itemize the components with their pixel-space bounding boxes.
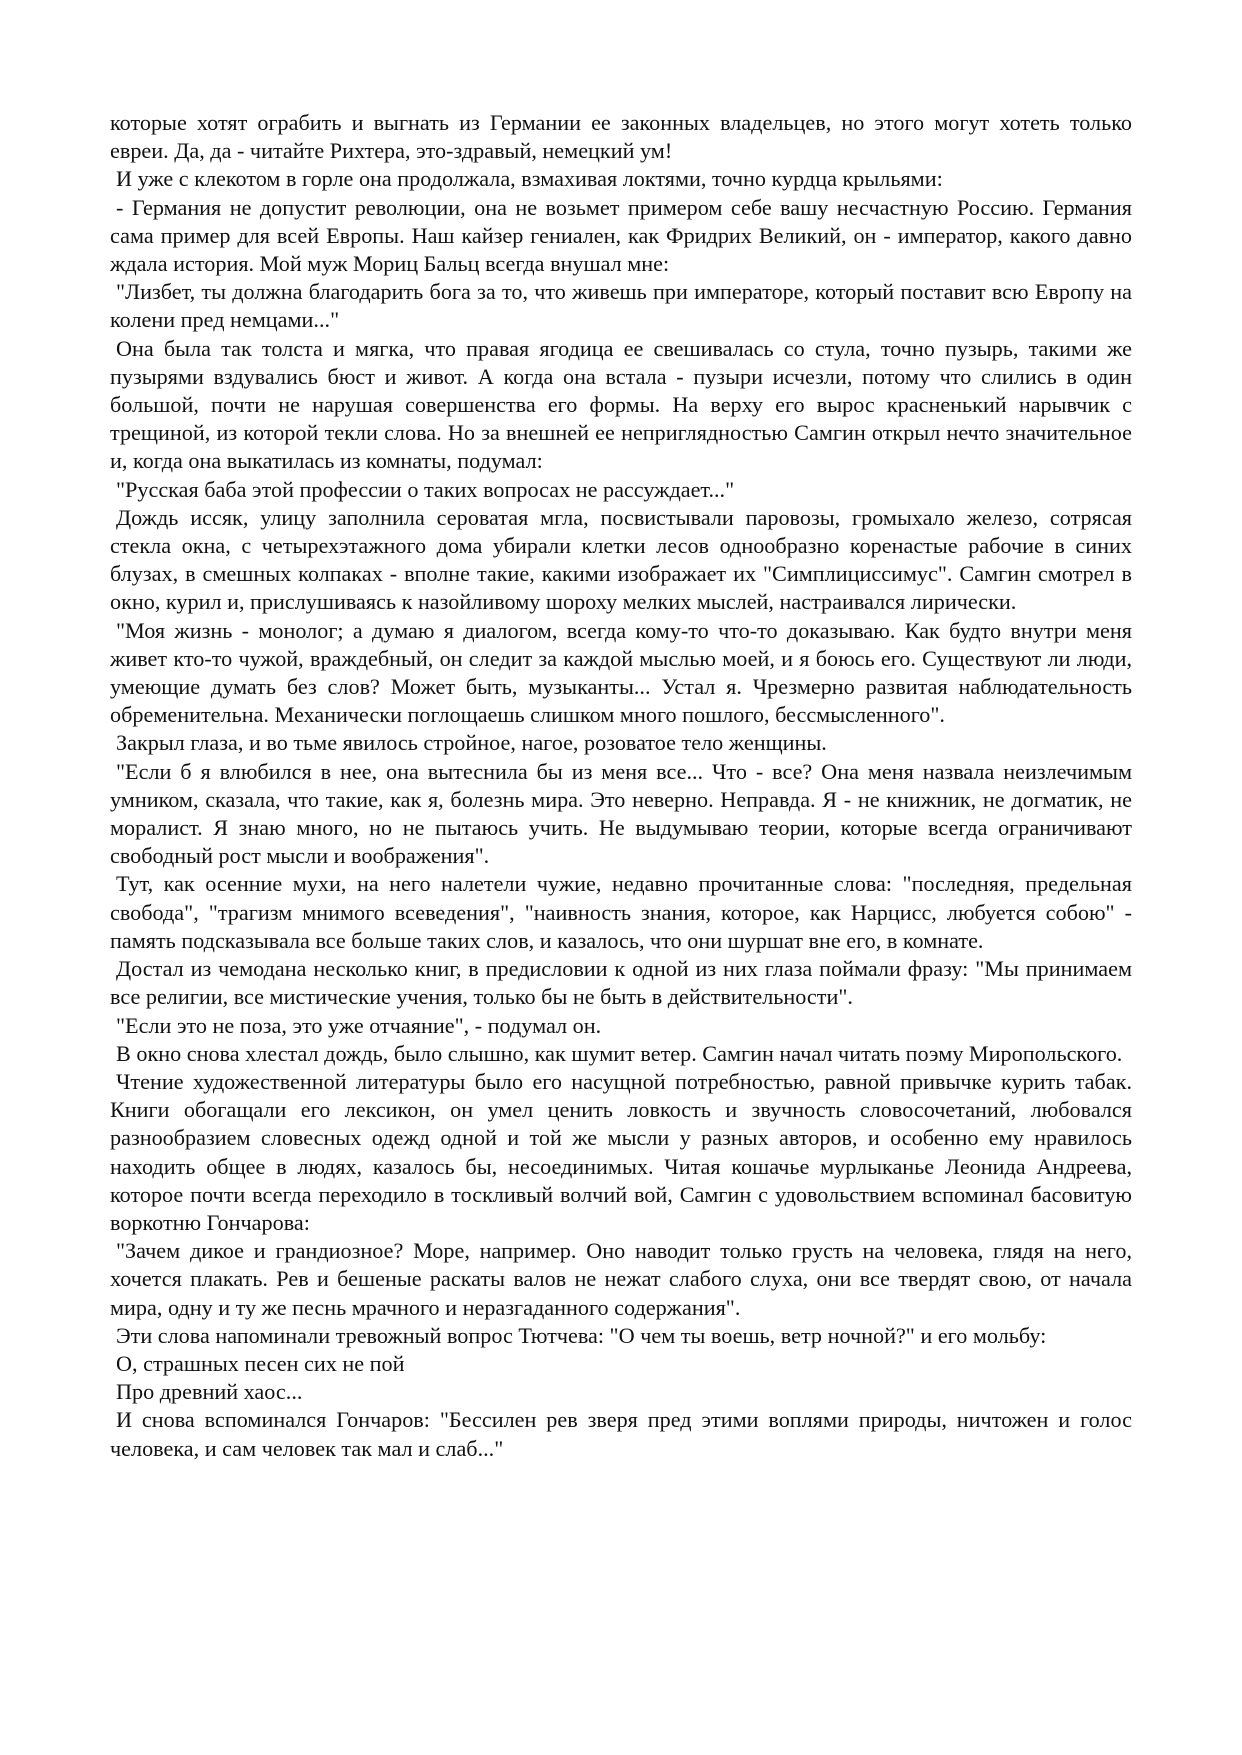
paragraph-14: В окно снова хлестал дождь, было слышно, как шумит ветер. Самгин начал читать поэму Миропольского. [116, 1040, 1123, 1066]
paragraph-12: Достал из чемодана несколько книг, в предисловии к одной из них глаза поймали фразу: "Мы принимаем все религии, все мистические учения, только бы не быть в действительности". [110, 956, 1132, 1010]
document-page [110, 109, 1132, 1463]
paragraph-11: Тут, как осенние мухи, на него налетели чужие, недавно прочитанные слова: "последняя, предельная свобода", "трагизм мнимого всеведения", "наивность знания, которое, как Нарцисс, любуется собою" - память подсказывала все больше таких слов, и казалось, что они шуршат вне его, в комнате. [110, 871, 1132, 953]
paragraph-8: "Моя жизнь - монолог; а думаю я диалогом, всегда кому-то что-то доказываю. Как будто внутри меня живет кто-то чужой, враждебный, он следит за каждой мыслью моей, и я боюсь его. Существуют ли люди, умеющие думать без слов? Может быть, музыканты... Устал я. Чрезмерно развитая наблюдательность обременительна. Механически поглощаешь слишком много пошлого, бессмысленного". [110, 617, 1132, 728]
verse-line-1: О, страшных песен сих не пой [116, 1350, 405, 1376]
verse-line-2: Про древний хаос... [116, 1379, 303, 1405]
paragraph-17: Эти слова напоминали тревожный вопрос Тютчева: "О чем ты воешь, ветр ночной?" и его мольбу: [116, 1322, 1047, 1348]
paragraph-15: Чтение художественной литературы было его насущной потребностью, равной привычке курить табак. Книги обогащали его лексикон, он умел ценить ловкость и звучность словосочетаний, любовался разнообразием словесных одежд одной и той же мысли у разных авторов, и особенно ему нравилось находить общее в людях, казалось бы, несоединимых. Читая кошачье мурлыканье Леонида Андреева, которое почти всегда переходило в тоскливый волчий вой, Самгин с удовольствием вспоминал басовитую воркотню Гончарова: [110, 1068, 1132, 1235]
paragraph-4: "Лизбет, ты должна благодарить бога за то, что живешь при императоре, который поставит всю Европу на колени пред немцами..." [110, 279, 1132, 333]
paragraph-6: "Русская баба этой профессии о таких вопросах не рассуждает..." [116, 476, 735, 502]
paragraph-13: "Если это не поза, это уже отчаяние", - подумал он. [116, 1012, 602, 1038]
paragraph-10: "Если б я влюбился в нее, она вытеснила бы из меня все... Что - все? Она меня назвала неизлечимым умником, сказала, что такие, как я, болезнь мира. Это неверно. Неправда. Я - не книжник, не догматик, не моралист. Я знаю много, но не пытаюсь учить. Не выдумываю теории, которые всегда ограничивают свободный рост мысли и воображения". [110, 758, 1132, 869]
paragraph-5: Она была так толста и мягка, что правая ягодица ее свешивалась со стула, точно пузырь, такими же пузырями вздувались бюст и живот. А когда она встала - пузыри исчезли, потому что слились в один большой, почти не нарушая совершенства его формы. На верху его вырос красненький нарывчик с трещиной, из которой текли слова. Но за внешней ее неприглядностью Самгин открыл нечто значительное и, когда она выкатилась из комнаты, подумал: [110, 335, 1132, 474]
paragraph-3: - Германия не допустит революции, она не возьмет примером себе вашу несчастную Россию. Германия сама пример для всей Европы. Наш кайзер гениален, как Фридрих Великий, он - император, какого давно ждала история. Мой муж Мориц Бальц всегда внушал мне: [110, 194, 1132, 277]
paragraph-7: Дождь иссяк, улицу заполнила сероватая мгла, посвистывали паровозы, громыхало железо, сотрясая стекла окна, с четырехэтажного дома убирали клетки лесов однообразно коренастые рабочие в синих блузах, в смешных колпаках - вполне такие, какими изображает их "Симплициссимус". Самгин смотрел в окно, курил и, прислушиваясь к назойливому шороху мелких мыслей, настраивался лирически. [110, 504, 1132, 615]
paragraph-20: И снова вспоминался Гончаров: "Бессилен рев зверя пред этими воплями природы, ничтожен и голос человека, и сам человек так мал и слаб..." [110, 1407, 1132, 1461]
paragraph-2: И уже с клекотом в горле она продолжала, взмахивая локтями, точно курдца крыльями: [116, 166, 943, 192]
paragraph-1: которые хотят ограбить и выгнать из Германии ее законных владельцев, но этого могут хотеть только евреи. Да, да - читайте Рихтера, это-здравый, немецкий ум! [110, 110, 1132, 164]
paragraph-9: Закрыл глаза, и во тьме явилось стройное, нагое, розоватое тело женщины. [116, 730, 827, 756]
paragraph-16: "Зачем дикое и грандиозное? Море, например. Оно наводит только грусть на человека, глядя на него, хочется плакать. Рев и бешеные раскаты валов не нежат слабого слуха, они все твердят свою, от начала мира, одну и ту же песнь мрачного и неразгаданного содержания". [110, 1238, 1132, 1320]
